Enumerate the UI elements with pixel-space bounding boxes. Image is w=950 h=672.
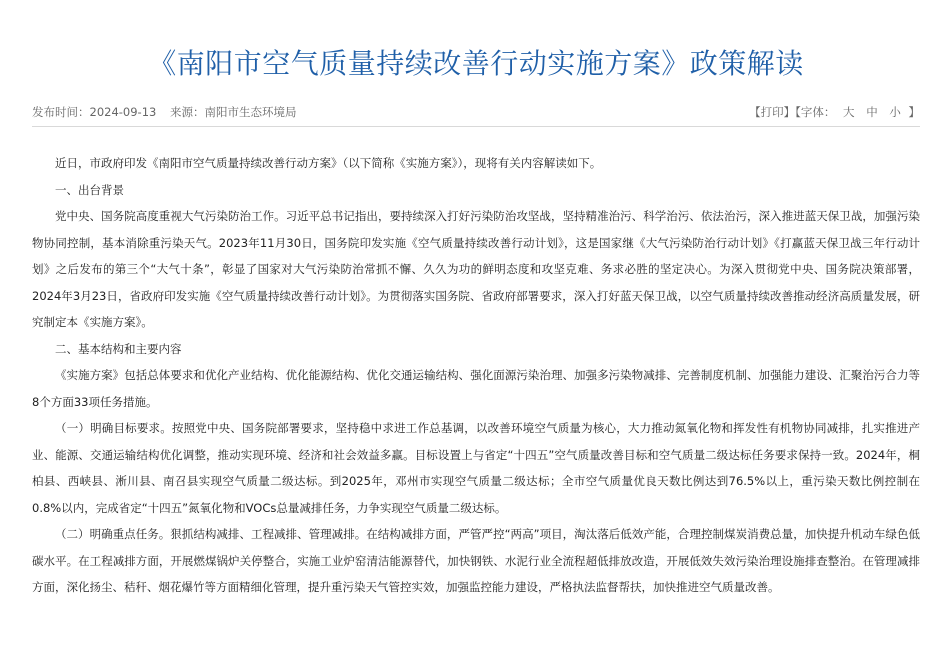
intro-paragraph: 近日，市政府印发《南阳市空气质量持续改善行动方案》（以下简称《实施方案》），现将有关内容解读如下。	[55, 156, 602, 170]
article-page	[32, 0, 920, 594]
font-size-close-bracket: 】	[908, 105, 920, 119]
key-tasks-paragraph: （二）明确重点任务。狠抓结构减排、工程减排、管理减排。在结构减排方面，严管严控“两高”项目，淘汰落后低效产能，合理控制煤炭消费总量，加快提升机动车绿色低碳水平。在工程减排方面，开展燃煤锅炉关停整合，实施工业炉窑清洁能源替代，加快钢铁、水泥行业全流程超低排放改造，开展低效失效污染治理设施排查整治。在管理减排方面，深化扬尘、秸秆、烟花爆竹等方面精细化管理，提升重污染天气管控实效，加强监控能力建设，严格执法监督帮扶，加快推进空气质量改善。	[32, 527, 920, 594]
article-toolbar	[749, 104, 920, 120]
font-size-label: 【字体：	[795, 105, 836, 119]
structure-paragraph: 《实施方案》包括总体要求和优化产业结构、优化能源结构、优化交通运输结构、强化面源污染治理、加强多污染物减排、完善制度机制、加强能力建设、汇聚治污合力等8个方面33项任务措施。	[32, 368, 920, 409]
font-size-medium-button[interactable]: 中	[866, 105, 878, 119]
article-meta-info	[32, 104, 307, 120]
article-source: 来源：南阳市生态环境局	[170, 105, 297, 119]
article-content	[32, 150, 920, 601]
target-requirements-paragraph: （一）明确目标要求。按照党中央、国务院部署要求，坚持稳中求进工作总基调，以改善环境空气质量为核心，大力推动氮氧化物和挥发性有机物协同减排，扎实推进产业、能源、交通运输结构优化调整，推动实现环境、经济和社会效益多赢。目标设置上与省定“十四五”空气质量改善目标和空气质量二级达标任务要求保持一致。2024年，桐柏县、西峡县、淅川县、南召县实现空气质量二级达标。到2025年，邓州市实现空气质量二级达标；全市空气质量优良天数比例达到76.5%以上，重污染天数比例控制在0.8%以内，完成省定“十四五”氮氧化物和VOCs总量减排任务，力争实现空气质量二级达标。	[32, 421, 920, 515]
section-heading-structure: 二、基本结构和主要内容	[55, 341, 182, 356]
article-title: 《南阳市空气质量持续改善行动实施方案》政策解读	[148, 47, 804, 80]
print-button[interactable]: 【打印】	[749, 105, 796, 119]
background-paragraph: 党中央、国务院高度重视大气污染防治工作。习近平总书记指出，要持续深入打好污染防治攻坚战，坚持精准治污、科学治污、依法治污，深入推进蓝天保卫战，加强污染物协同控制，基本消除重污染天气。2023年11月30日，国务院印发实施《空气质量持续改善行动计划》，这是国家继《大气污染防治行动计划》《打赢蓝天保卫战三年行动计划》之后发布的第三个“大气十条”，彰显了国家对大气污染防治常抓不懈、久久为功的鲜明态度和攻坚克难、务求必胜的坚定决心。为深入贯彻党中央、国务院决策部署，2024年3月23日，省政府印发实施《空气质量持续改善行动计划》。为贯彻落实国务院、省政府部署要求，深入打好蓝天保卫战，以空气质量持续改善推动经济高质量发展，研究制定本《实施方案》。	[32, 209, 920, 329]
section-heading-background: 一、出台背景	[55, 182, 124, 197]
font-size-small-button[interactable]: 小	[889, 105, 901, 119]
publish-time: 发布时间：2024-09-13	[32, 105, 157, 119]
font-size-large-button[interactable]: 大	[843, 105, 855, 119]
article-meta-bar	[32, 104, 920, 127]
